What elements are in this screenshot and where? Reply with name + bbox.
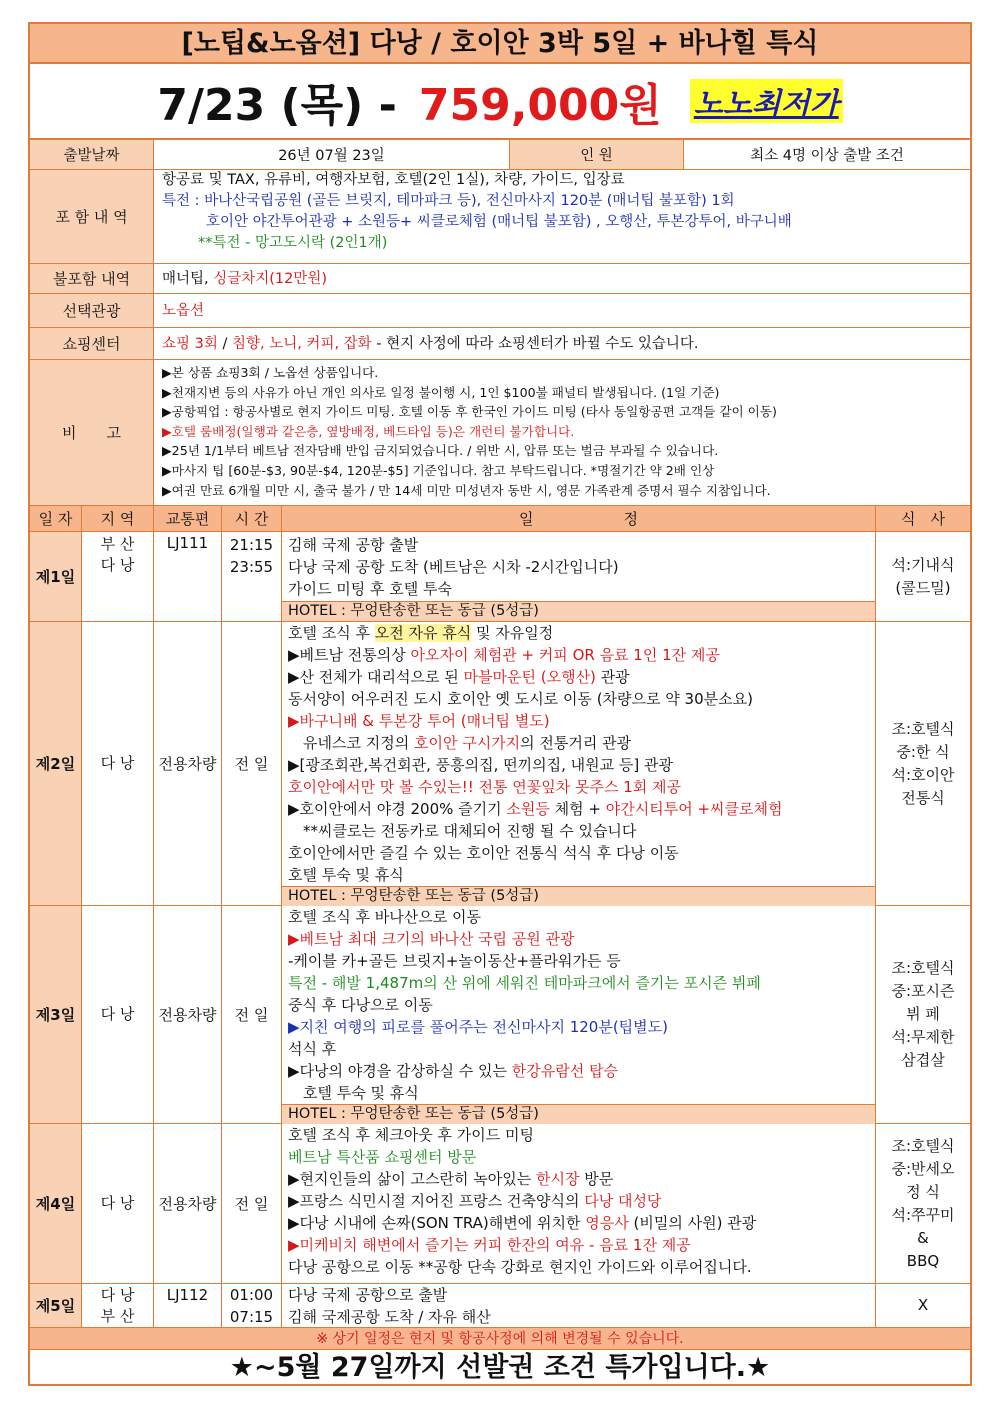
day-schedule	[282, 1124, 876, 1283]
schedule-line: 다낭 국제 공항 도착 (베트남은 시차 -2시간입니다)	[288, 558, 619, 576]
day-region: 다 낭 부 산	[82, 1284, 154, 1327]
day-region: 부 산 다 낭	[82, 532, 154, 621]
remark-item: ▶본 상품 쇼핑3회 / 노옵션 상품입니다.	[162, 365, 379, 380]
text: 방문	[579, 1170, 614, 1188]
header-transport: 교통편	[154, 506, 222, 531]
text: ▶다낭 시내에 손짜(SON TRA)해변에 위치한	[288, 1214, 586, 1232]
include-row	[30, 170, 970, 264]
promo-banner: ★~5월 27일까지 선발권 조건 특가입니다.★	[229, 1352, 771, 1383]
text: ▶호이안에서 야경 200% 즐기기	[288, 800, 507, 818]
departure-label: 출발날짜	[30, 140, 154, 169]
text: 체험 +	[549, 800, 606, 818]
day-meal: 조:호텔식 중:포시즌 뷔 페 석:무제한 삼겹살	[891, 959, 955, 1069]
option-value: 노옵션	[162, 303, 205, 319]
exclude-label: 불포함 내역	[30, 264, 154, 293]
hotel-line: HOTEL : 무엉탄송한 또는 동급 (5성급)	[282, 1104, 875, 1124]
remark-item: ▶25년 1/1부터 베트남 전자담배 반입 금지되었습니다. / 위반 시, 압류 또는 벌금 부과될 수 있습니다.	[162, 443, 719, 459]
schedule-line: 호이안에서만 즐길 수 있는 호이안 전통식 석식 후 다낭 이동	[288, 844, 679, 862]
remark-item: ▶천재지변 등의 사유가 아닌 개인 의사로 일정 불이행 시, 1인 $100불 패널티 발생됩니다. (1일 기준)	[162, 384, 720, 400]
schedule-line: 중식 후 다낭으로 이동	[288, 996, 433, 1014]
remarks-list	[154, 360, 970, 505]
exclude-row	[30, 264, 970, 294]
day-label: 제1일	[30, 532, 82, 621]
header-schedule: 일 정	[282, 506, 876, 531]
schedule-line	[288, 666, 869, 688]
exclude-single-charge: 싱글차지(12만원)	[213, 271, 328, 287]
day-transport: LJ112	[154, 1284, 222, 1327]
schedule-line: ▶바구니배 & 투본강 투어 (매너팁 별도)	[288, 712, 550, 730]
schedule-line: 다낭 국제 공항으로 출발	[288, 1286, 448, 1304]
schedule-line: 호텔 조식 후 체크아웃 후 가이드 미팅	[288, 1126, 534, 1144]
highlight: 호이안 구시가지	[413, 734, 521, 752]
day-time: 전 일	[222, 1124, 282, 1283]
include-benefit-line	[162, 191, 962, 212]
day-region: 다 낭	[82, 622, 154, 905]
remark-item: ▶마사지 팁 [60분-$3, 90분-$4, 120분-$5] 기준입니다. 참고 부탁드립니다. *명절기간 약 2배 인상	[162, 462, 715, 478]
schedule-line	[288, 798, 869, 820]
hotel-line: HOTEL : 무엉탄송한 또는 동급 (5성급)	[282, 886, 875, 906]
header-meal: 식 사	[901, 510, 945, 528]
schedule-line: -케이블 카+골든 브릿지+놀이동산+플라워가든 등	[288, 952, 621, 970]
option-row	[30, 294, 970, 328]
departure-value: 26년 07월 23일	[154, 140, 510, 169]
day-transport: LJ111	[154, 532, 222, 621]
day-schedule	[282, 906, 876, 1123]
schedule-line: ▶베트남 최대 크기의 바나산 국립 공원 관광	[288, 930, 575, 948]
exclude-value	[154, 264, 970, 293]
day-region: 다 낭	[82, 1124, 154, 1283]
schedule-line: 동서양이 어우러진 도시 호이안 옛 도시로 이동 (차량으로 약 30분소요)	[288, 690, 753, 708]
day-time: 21:15 23:55	[222, 532, 282, 621]
day-schedule	[282, 622, 876, 905]
schedule-line: 호텔 조식 후 바나산으로 이동	[288, 908, 481, 926]
text: 의 전통거리 관광	[520, 734, 632, 752]
schedule-line	[288, 1190, 869, 1212]
highlight: 야간시티투어 +씨클로체험	[605, 800, 783, 818]
remark-item: ▶공항픽업 : 항공사별로 현지 가이드 미팅. 호텔 이동 후 한국인 가이드 미팅 (타사 동일항공편 고객들 같이 이동)	[162, 404, 777, 420]
schedule-line: 다낭 공항으로 이동 **공항 단속 강화로 현지인 가이드와 이루어집니다.	[288, 1258, 752, 1276]
schedule-line	[288, 1212, 869, 1234]
schedule-line	[288, 622, 869, 644]
price-row	[30, 64, 970, 140]
shopping-note: - 현지 사정에 따라 쇼핑센터가 바뀔 수도 있습니다.	[371, 336, 699, 352]
schedule-line: ▶미케비치 해변에서 즐기는 커피 한잔의 여유 - 음료 1잔 제공	[288, 1236, 691, 1254]
day-region: 다 낭	[82, 906, 154, 1123]
day-row	[30, 1124, 970, 1284]
day-transport: 전용차량	[154, 1124, 222, 1283]
shopping-label: 쇼핑센터	[30, 328, 154, 359]
schedule-line: 특전 - 해발 1,487m의 산 위에 세워진 테마파크에서 즐기는 포시즌 뷔페	[288, 974, 761, 992]
free-time-highlight: 오전 자유 휴식	[374, 624, 472, 642]
page-title: [노팁&노옵션] 다낭 / 호이안 3박 5일 + 바나힐 특식	[30, 24, 970, 64]
schedule-line: **씨클로는 전동카로 대체되어 진행 될 수 있습니다	[288, 822, 637, 840]
schedule-line: 석식 후	[288, 1040, 337, 1058]
text: 호텔 조식 후	[288, 624, 375, 642]
text: ▶산 전체가 대리석으로 된	[288, 668, 464, 686]
include-label: 포 함 내 역	[30, 170, 154, 263]
text: 관광	[595, 668, 630, 686]
day-meal: 석:기내식 (콜드밀)	[891, 555, 955, 597]
text: ▶프랑스 식민시절 지어진 프랑스 건축양식의	[288, 1192, 585, 1210]
day-time: 01:00 07:15	[222, 1284, 282, 1327]
include-benefit-line-2: 호이안 야간투어관광 + 소원등+ 씨클로체험 (매너팁 불포함) , 오행산, 투본강투어, 바구니배	[206, 214, 792, 230]
text: 및 자유일정	[471, 624, 554, 642]
shopping-sep: /	[217, 336, 232, 352]
schedule-line: 김해 국제 공항 출발	[288, 536, 419, 554]
header-time: 시 간	[222, 506, 282, 531]
day-meal: 조:호텔식 중:반세오 정 식 석:쭈꾸미 & BBQ	[891, 1136, 955, 1270]
departure-row	[30, 140, 970, 170]
day-transport: 전용차량	[154, 622, 222, 905]
highlight: 한시장	[535, 1170, 580, 1188]
day-label: 제2일	[30, 622, 82, 905]
schedule-line: 김해 국제공항 도착 / 자유 해산	[288, 1308, 491, 1326]
day-row	[30, 622, 970, 906]
remarks-label: 비 고	[30, 360, 154, 505]
text: 유네스코 지정의	[288, 734, 414, 752]
remarks-row	[30, 360, 970, 506]
schedule-line: 호텔 투숙 및 휴식	[288, 866, 404, 884]
shopping-row	[30, 328, 970, 360]
day-schedule	[282, 1284, 876, 1327]
schedule-line	[288, 1168, 869, 1190]
day-meal: X	[917, 1296, 929, 1314]
text: ▶현지인들의 삶이 고스란히 녹아있는	[288, 1170, 536, 1188]
benefit-text: 바나산국립공원 (골든 브릿지, 테마파크 등), 전신마사지 120분 (매너팁 불포함) 1회	[204, 193, 735, 209]
include-special-line: **특전 - 망고도시락 (2인1개)	[198, 235, 388, 251]
schedule-line	[288, 1060, 869, 1082]
schedule-line: ▶지친 여행의 피로를 풀어주는 전신마사지 120분(팁별도)	[288, 1018, 669, 1036]
day-time: 전 일	[222, 622, 282, 905]
schedule-line: 호이안에서만 맛 볼 수있는!! 전통 연꽃잎차 못주스 1회 제공	[288, 778, 681, 796]
header-region: 지 역	[82, 506, 154, 531]
schedule-line: 호텔 투숙 및 휴식	[288, 1084, 419, 1102]
highlight: 마블마운틴 (오행산)	[463, 668, 596, 686]
schedule-line: 가이드 미팅 후 호텔 투숙	[288, 580, 452, 598]
itinerary-sheet	[28, 22, 972, 1386]
include-value	[154, 170, 970, 263]
day-label: 제3일	[30, 906, 82, 1123]
day-schedule	[282, 532, 876, 621]
schedule-line	[288, 644, 869, 666]
remark-item: ▶호텔 룸배정(일행과 같은층, 옆방배정, 베드타입 등)은 개런티 불가합니다.	[162, 423, 575, 439]
day-time: 전 일	[222, 906, 282, 1123]
shopping-items: 침향, 노니, 커피, 잡화	[231, 336, 372, 352]
day-row	[30, 1284, 970, 1328]
day-label: 제4일	[30, 1124, 82, 1283]
lowest-price-badge: 노노최저가	[690, 79, 843, 123]
benefit-prefix: 특전 :	[162, 193, 205, 209]
day-transport: 전용차량	[154, 906, 222, 1123]
itinerary-header	[30, 506, 970, 532]
text: (비밀의 사원) 관광	[628, 1214, 757, 1232]
schedule-line: 베트남 특산품 쇼핑센터 방문	[288, 1148, 477, 1166]
highlight: 영응사	[585, 1214, 629, 1232]
highlight: 아오자이 체험관 + 커피 OR 음료 1인 1잔 제공	[410, 646, 720, 664]
highlight: 다낭 대성당	[584, 1192, 662, 1210]
day-meal: 조:호텔식 중:한 식 석:호이안 전통식	[891, 719, 955, 807]
hotel-line: HOTEL : 무엉탄송한 또는 동급 (5성급)	[282, 601, 875, 621]
footer-note: ※ 상기 일정은 현지 및 항공사정에 의해 변경될 수 있습니다.	[30, 1328, 970, 1350]
schedule-line: ▶[광조회관,복건회관, 풍흥의집, 떤끼의집, 내원교 등] 관광	[288, 756, 673, 774]
people-value: 최소 4명 이상 출발 조건	[750, 148, 904, 164]
day-row	[30, 532, 970, 622]
highlight: 소원등	[506, 800, 550, 818]
day-label: 제5일	[30, 1284, 82, 1327]
departure-date-headline: 7/23 (목) -	[157, 80, 397, 131]
remark-item: ▶여권 만료 6개월 미만 시, 출국 불가 / 만 14세 미만 미성년자 동반 시, 영문 가족관계 증명서 필수 지참입니다.	[162, 482, 771, 498]
header-day: 일 자	[30, 506, 82, 531]
text: ▶다낭의 야경을 감상하실 수 있는	[288, 1062, 512, 1080]
exclude-tip: 매너팁,	[162, 271, 214, 287]
shopping-count: 쇼핑 3회	[162, 336, 218, 352]
option-label: 선택관광	[30, 294, 154, 327]
people-label: 인 원	[510, 140, 684, 169]
shopping-value	[154, 328, 970, 359]
schedule-line	[288, 732, 869, 754]
highlight: 한강유람선 탑승	[511, 1062, 618, 1080]
day-row	[30, 906, 970, 1124]
include-line: 항공료 및 TAX, 유류비, 여행자보험, 호텔(2인 1실), 차량, 가이드, 입장료	[162, 172, 625, 188]
price-headline: 759,000원	[418, 80, 662, 131]
text: ▶베트남 전통의상	[288, 646, 411, 664]
